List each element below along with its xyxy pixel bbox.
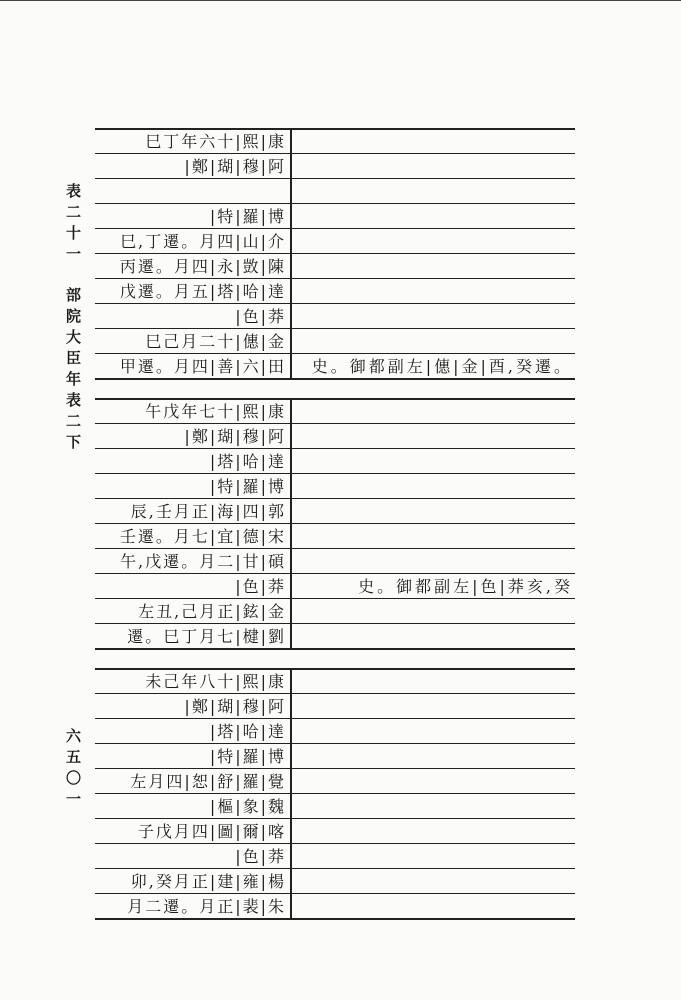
row-main-text: |鄭|瑚|穆|阿 bbox=[184, 427, 286, 446]
row-main-text: |塔|哈|達 bbox=[209, 452, 286, 471]
row-main-text: |特|羅|博 bbox=[209, 747, 286, 766]
row-note-text bbox=[296, 819, 573, 844]
row-note-text bbox=[296, 769, 573, 794]
row-note-text bbox=[296, 154, 573, 179]
row-main-text: 卯,癸月正|建|雍|楊 bbox=[130, 872, 286, 891]
column-separator bbox=[290, 398, 292, 648]
row-main-text: |樞|象|魏 bbox=[209, 797, 286, 816]
left-margin-title: 表二十一 bbox=[64, 183, 82, 267]
row-note-text bbox=[296, 719, 573, 744]
row-main-text: |鄭|瑚|穆|阿 bbox=[184, 157, 286, 176]
table-block bbox=[95, 398, 575, 650]
row-note-text bbox=[296, 694, 573, 719]
row-main-text: 巳,丁遷。月四|山|介 bbox=[120, 232, 286, 251]
row-note-text bbox=[296, 129, 573, 154]
row-main-text: |色|莽 bbox=[235, 307, 286, 326]
row-main-text: 辰,壬月正|海|四|郭 bbox=[130, 502, 286, 521]
row-main-text: 戊遷。月五|塔|哈|達 bbox=[119, 282, 286, 301]
row-main-text: 午,戊遷。月二|甘|碩 bbox=[120, 552, 286, 571]
column-separator bbox=[290, 128, 292, 378]
row-note-text bbox=[296, 179, 573, 204]
row-main-text: |特|羅|博 bbox=[209, 477, 286, 496]
row-main-text: 子戊月四|圖|爾|喀 bbox=[137, 822, 286, 841]
row-main-text: 左丑,己月正|鉉|金 bbox=[138, 602, 286, 621]
table-block bbox=[95, 128, 575, 380]
row-note-text bbox=[296, 549, 573, 574]
row-note-text bbox=[296, 329, 573, 354]
row-main-text: |鄭|瑚|穆|阿 bbox=[184, 697, 286, 716]
row-main-text: 左月四|恕|舒|羅|覺 bbox=[130, 772, 286, 791]
row-main-text: 未己年八十|熙|康 bbox=[145, 672, 286, 691]
row-note-text bbox=[296, 499, 573, 524]
row-note-text: 史。御都副左|色|莽亥,癸 bbox=[358, 577, 573, 596]
row-note-text: 史。御都副左|僡|金|酉,癸遷。 bbox=[311, 357, 573, 376]
row-note-text bbox=[296, 399, 573, 424]
row-note-text bbox=[296, 894, 573, 919]
row-note-text bbox=[296, 744, 573, 769]
row-main-text: 巳丁年六十|熙|康 bbox=[145, 132, 286, 151]
row-main-text: 巳己月二十|僡|金 bbox=[145, 332, 286, 351]
row-main-text: 壬遷。月七|宜|德|宋 bbox=[119, 527, 286, 546]
row-note-text bbox=[296, 449, 573, 474]
row-note-text bbox=[296, 624, 573, 649]
row-note-text bbox=[296, 669, 573, 694]
row-main-text: 遷。巳丁月七|楗|劉 bbox=[127, 627, 286, 646]
row-note-text bbox=[296, 599, 573, 624]
row-note-text bbox=[296, 474, 573, 499]
row-main-text: 月二遷。月正|裴|朱 bbox=[127, 897, 286, 916]
row-main-text: 丙遷。月四|永|敳|陳 bbox=[119, 257, 286, 276]
row-main-text: |色|莽 bbox=[235, 847, 286, 866]
row-main-text: 甲遷。月四|善|六|田 bbox=[119, 357, 286, 376]
page-top-rule bbox=[0, 0, 681, 1]
page-number: 六五〇一 bbox=[64, 728, 82, 812]
row-note-text bbox=[296, 254, 573, 279]
row-main-text bbox=[99, 179, 286, 204]
row-note-text bbox=[296, 229, 573, 254]
row-note-text bbox=[296, 204, 573, 229]
row-note-text bbox=[296, 524, 573, 549]
table-block bbox=[95, 668, 575, 920]
row-note-text bbox=[296, 304, 573, 329]
row-note-text bbox=[296, 844, 573, 869]
row-note-text bbox=[296, 279, 573, 304]
column-separator bbox=[290, 668, 292, 918]
row-note-text bbox=[296, 794, 573, 819]
row-main-text: 午戊年七十|熙|康 bbox=[145, 402, 286, 421]
row-main-text: |塔|哈|達 bbox=[209, 722, 286, 741]
row-main-text: |色|莽 bbox=[235, 577, 286, 596]
left-margin-subtitle: 部院大臣年表二下 bbox=[64, 287, 82, 455]
row-note-text bbox=[296, 424, 573, 449]
row-note-text bbox=[296, 869, 573, 894]
row-main-text: |特|羅|博 bbox=[209, 207, 286, 226]
